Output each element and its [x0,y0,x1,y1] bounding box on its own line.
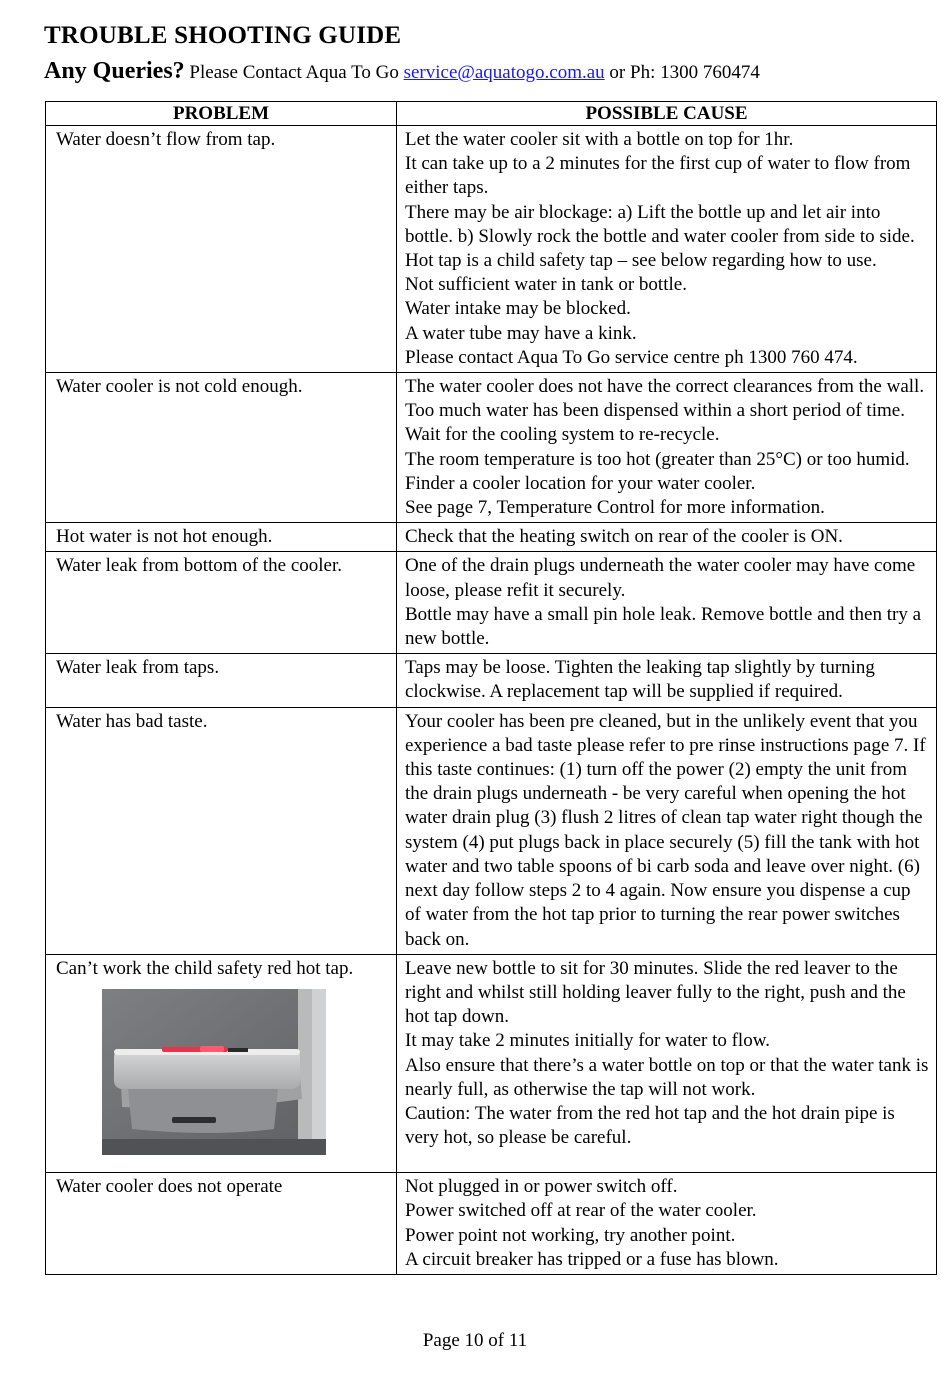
problem-cell: Hot water is not hot enough. [46,523,397,552]
cause-line: A water tube may have a kink. [405,322,637,344]
cause-cell [397,954,937,1172]
table-row [46,373,937,523]
cause-line: Water intake may be blocked. [405,298,631,320]
table-row [46,126,937,373]
problem-cell: Water has bad taste. [46,707,397,954]
page-number: Page 10 of 11 [422,1330,528,1351]
problem-cell: Water doesn’t flow from tap. [46,126,397,373]
queries-label: Any Queries? [44,58,185,84]
cause-line: There may be air blockage: a) Lift the bottle up and let air into bottle. b) Slowly rock the bottle and water cooler from side to side. [405,201,915,247]
cause-line: Power switched off at rear of the water cooler. [405,1200,757,1222]
cause-cell [397,654,937,707]
cause-line: Taps may be loose. Tighten the leaking tap slightly by turning clockwise. A replacement tap will be supplied if required. [405,657,875,703]
cause-line: Check that the heating switch on rear of the cooler is ON. [405,526,843,548]
cause-cell [397,552,937,654]
cause-cell [397,126,937,373]
cause-cell [397,707,937,954]
cause-line: The room temperature is too hot (greater than 25°C) or too humid. Finder a cooler location for your water cooler. [405,448,910,494]
cause-line: Too much water has been dispensed within a short period of time. Wait for the cooling system to re-recycle. [405,400,905,446]
cause-line: Your cooler has been pre cleaned, but in the unlikely event that you experience a bad taste please refer to pre rinse instructions page 7. If this taste continues: (1) turn off the power (2) empty the unit from the drain plugs underneath - be very careful when opening the hot water drain plug (3) flush 2 litres of clean tap water right though the system (4) put plugs back in place securely (5) fill the tank with hot water and two table spoons of bi carb soda and leave over night. (6) next day follow steps 2 to 4 again. Now ensure you dispense a cup of water from the hot tap prior to turning the rear power switches back on. [405,710,926,950]
problem-cell: Water leak from taps. [46,654,397,707]
cause-line: Leave new bottle to sit for 30 minutes. Slide the red leaver to the right and whilst still holding leaver fully to the right, push and the hot tap down. [405,957,906,1028]
table-row [46,707,937,954]
page-title: TROUBLE SHOOTING GUIDE [44,22,402,49]
cause-cell [397,523,937,552]
problem-cell [46,954,397,1172]
cause-cell [397,1173,937,1275]
table-row [46,523,937,552]
cause-line: See page 7, Temperature Control for more information. [405,497,825,519]
cause-line: The water cooler does not have the correct clearances from the wall. [405,376,925,398]
problem-cell: Water cooler does not operate [46,1173,397,1275]
table-row [46,954,937,1172]
cause-line: Caution: The water from the red hot tap and the hot drain pipe is very hot, so please be careful. [405,1102,895,1149]
contact-line [44,58,760,85]
cause-cell [397,373,937,523]
table-header-row [46,102,937,126]
cause-line: One of the drain plugs underneath the water cooler may have come loose, please refit it securely. [405,555,916,601]
cause-line: Power point not working, try another point. [405,1224,736,1246]
cause-line: Hot tap is a child safety tap – see below regarding how to use. [405,250,877,272]
header-possible-cause: POSSIBLE CAUSE [397,102,937,126]
phone-text: or Ph: 1300 760474 [609,62,760,83]
cause-line: Not plugged in or power switch off. [405,1176,678,1198]
problem-cell: Water cooler is not cold enough. [46,373,397,523]
cause-line: Please contact Aqua To Go service centre ph 1300 760 474. [405,346,858,368]
cause-line: Bottle may have a small pin hole leak. Remove bottle and then try a new bottle. [405,603,922,650]
troubleshooting-table [45,101,937,1275]
cause-line: Let the water cooler sit with a bottle on top for 1hr. [405,129,794,150]
cause-line: It can take up to a 2 minutes for the first cup of water to flow from either taps. [405,153,911,199]
cause-line: Also ensure that there’s a water bottle on top or that the water tank is nearly full, as otherwise the tap will not work. [405,1054,929,1100]
table-row [46,1173,937,1275]
contact-text: Please Contact Aqua To Go [189,62,399,83]
hot-tap-photo [102,989,326,1155]
table-row [46,654,937,707]
table-row [46,552,937,654]
problem-cell: Water leak from bottom of the cooler. [46,552,397,654]
problem-text: Can’t work the child safety red hot tap. [56,957,354,979]
cause-line: It may take 2 minutes initially for water to flow. [405,1030,770,1052]
cause-line: A circuit breaker has tripped or a fuse has blown. [405,1248,779,1270]
email-link[interactable]: service@aquatogo.com.au [403,62,605,83]
cause-line: Not sufficient water in tank or bottle. [405,274,687,296]
header-problem: PROBLEM [46,102,397,126]
